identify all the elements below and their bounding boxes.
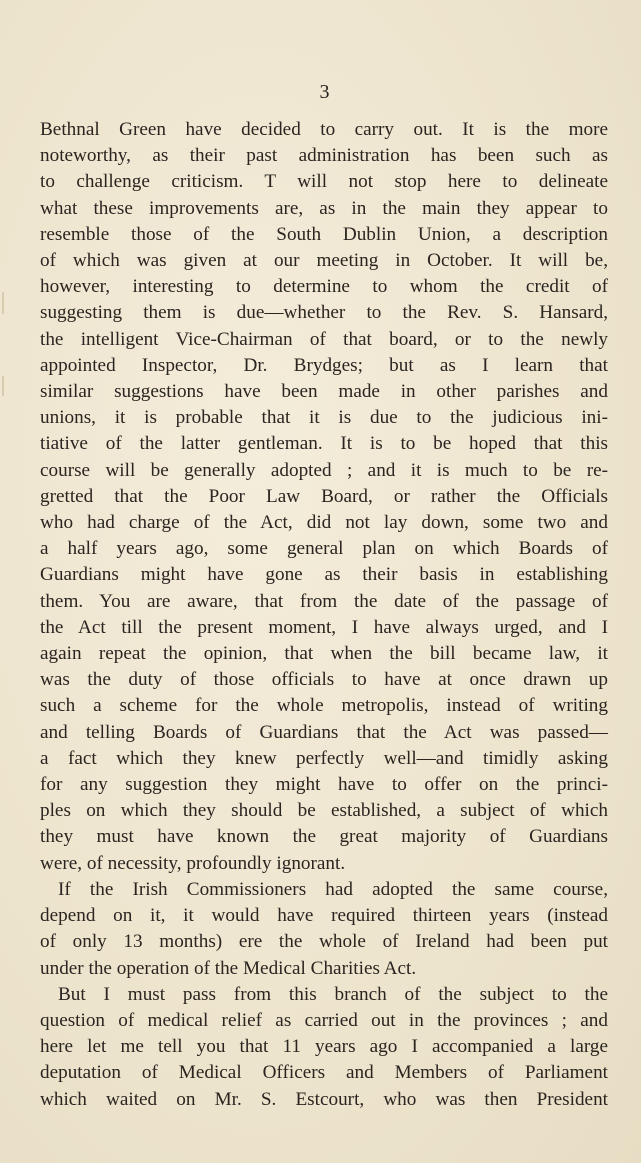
- text-line: again repeat the opinion, that when the bill became law, it: [40, 643, 608, 665]
- text-line: who had charge of the Act, did not lay down, some two and: [40, 512, 608, 534]
- text-line: suggesting them is due—whether to the Rev. S. Hansard,: [40, 302, 608, 324]
- text-line: deputation of Medical Officers and Members of Parliament: [40, 1062, 608, 1084]
- text-line: for any suggestion they might have to offer on the princi-: [40, 774, 608, 796]
- page-edge-mark: [2, 376, 4, 396]
- text-line: what these improvements are, as in the main they appear to: [40, 197, 608, 219]
- text-line: were, of necessity, profoundly ignorant.: [40, 852, 346, 874]
- text-line: Bethnal Green have decided to carry out. It is the more: [40, 119, 608, 140]
- text-line: of which was given at our meeting in October. It will be,: [40, 250, 608, 272]
- text-line: question of medical relief as carried out in the provinces ; and: [40, 1009, 608, 1031]
- page-number: 3: [319, 81, 330, 103]
- text-line: gretted that the Poor Law Board, or rather the Officials: [40, 485, 608, 507]
- text-line: a fact which they knew perfectly well—and timidly asking: [40, 747, 608, 769]
- text-line: them. You are aware, that from the date of the passage of: [40, 590, 608, 612]
- text-line: they must have known the great majority of Guardians: [40, 826, 608, 848]
- text-line: course will be generally adopted ; and it is much to be re-: [40, 459, 608, 481]
- text-line: however, interesting to determine to whom the credit of: [40, 276, 608, 298]
- text-line: depend on it, it would have required thirteen years (instead: [40, 905, 608, 927]
- text-line: a half years ago, some general plan on which Boards of: [40, 538, 608, 560]
- text-line: resemble those of the South Dublin Union, a description: [40, 223, 608, 245]
- text-line: such a scheme for the whole metropolis, instead of writing: [40, 695, 608, 717]
- text-line: unions, it is probable that it is due to the judicious ini-: [40, 407, 608, 429]
- text-line: of only 13 months) ere the whole of Ireland had been put: [40, 931, 608, 953]
- text-line: noteworthy, as their past administration has been such as: [40, 145, 608, 167]
- text-line: was the duty of those officials to have at once drawn up: [40, 669, 608, 691]
- text-line: tiative of the latter gentleman. It is to be hoped that this: [40, 433, 608, 455]
- text-line: to challenge criticism. T will not stop here to delineate: [40, 171, 608, 193]
- text-line: the intelligent Vice-Chairman of that board, or to the newly: [40, 328, 608, 350]
- body-text: [40, 117, 608, 1113]
- text-line: similar suggestions have been made in other parishes and: [40, 381, 608, 403]
- page-edge-mark: [2, 292, 4, 314]
- text-line: the Act till the present moment, I have always urged, and I: [40, 616, 608, 638]
- text-line: appointed Inspector, Dr. Brydges; but as I learn that: [40, 354, 608, 376]
- text-line: But I must pass from this branch of the subject to the: [58, 983, 608, 1005]
- text-line: ples on which they should be established, a subject of which: [40, 800, 608, 822]
- text-line: under the operation of the Medical Charities Act.: [40, 957, 417, 979]
- text-line: Guardians might have gone as their basis in establishing: [40, 564, 608, 586]
- text-line: If the Irish Commissioners had adopted the same course,: [58, 878, 608, 900]
- text-line: and telling Boards of Guardians that the Act was passed—: [40, 721, 608, 743]
- text-line: which waited on Mr. S. Estcourt, who was then President: [40, 1088, 608, 1110]
- text-line: here let me tell you that 11 years ago I accompanied a large: [40, 1036, 608, 1058]
